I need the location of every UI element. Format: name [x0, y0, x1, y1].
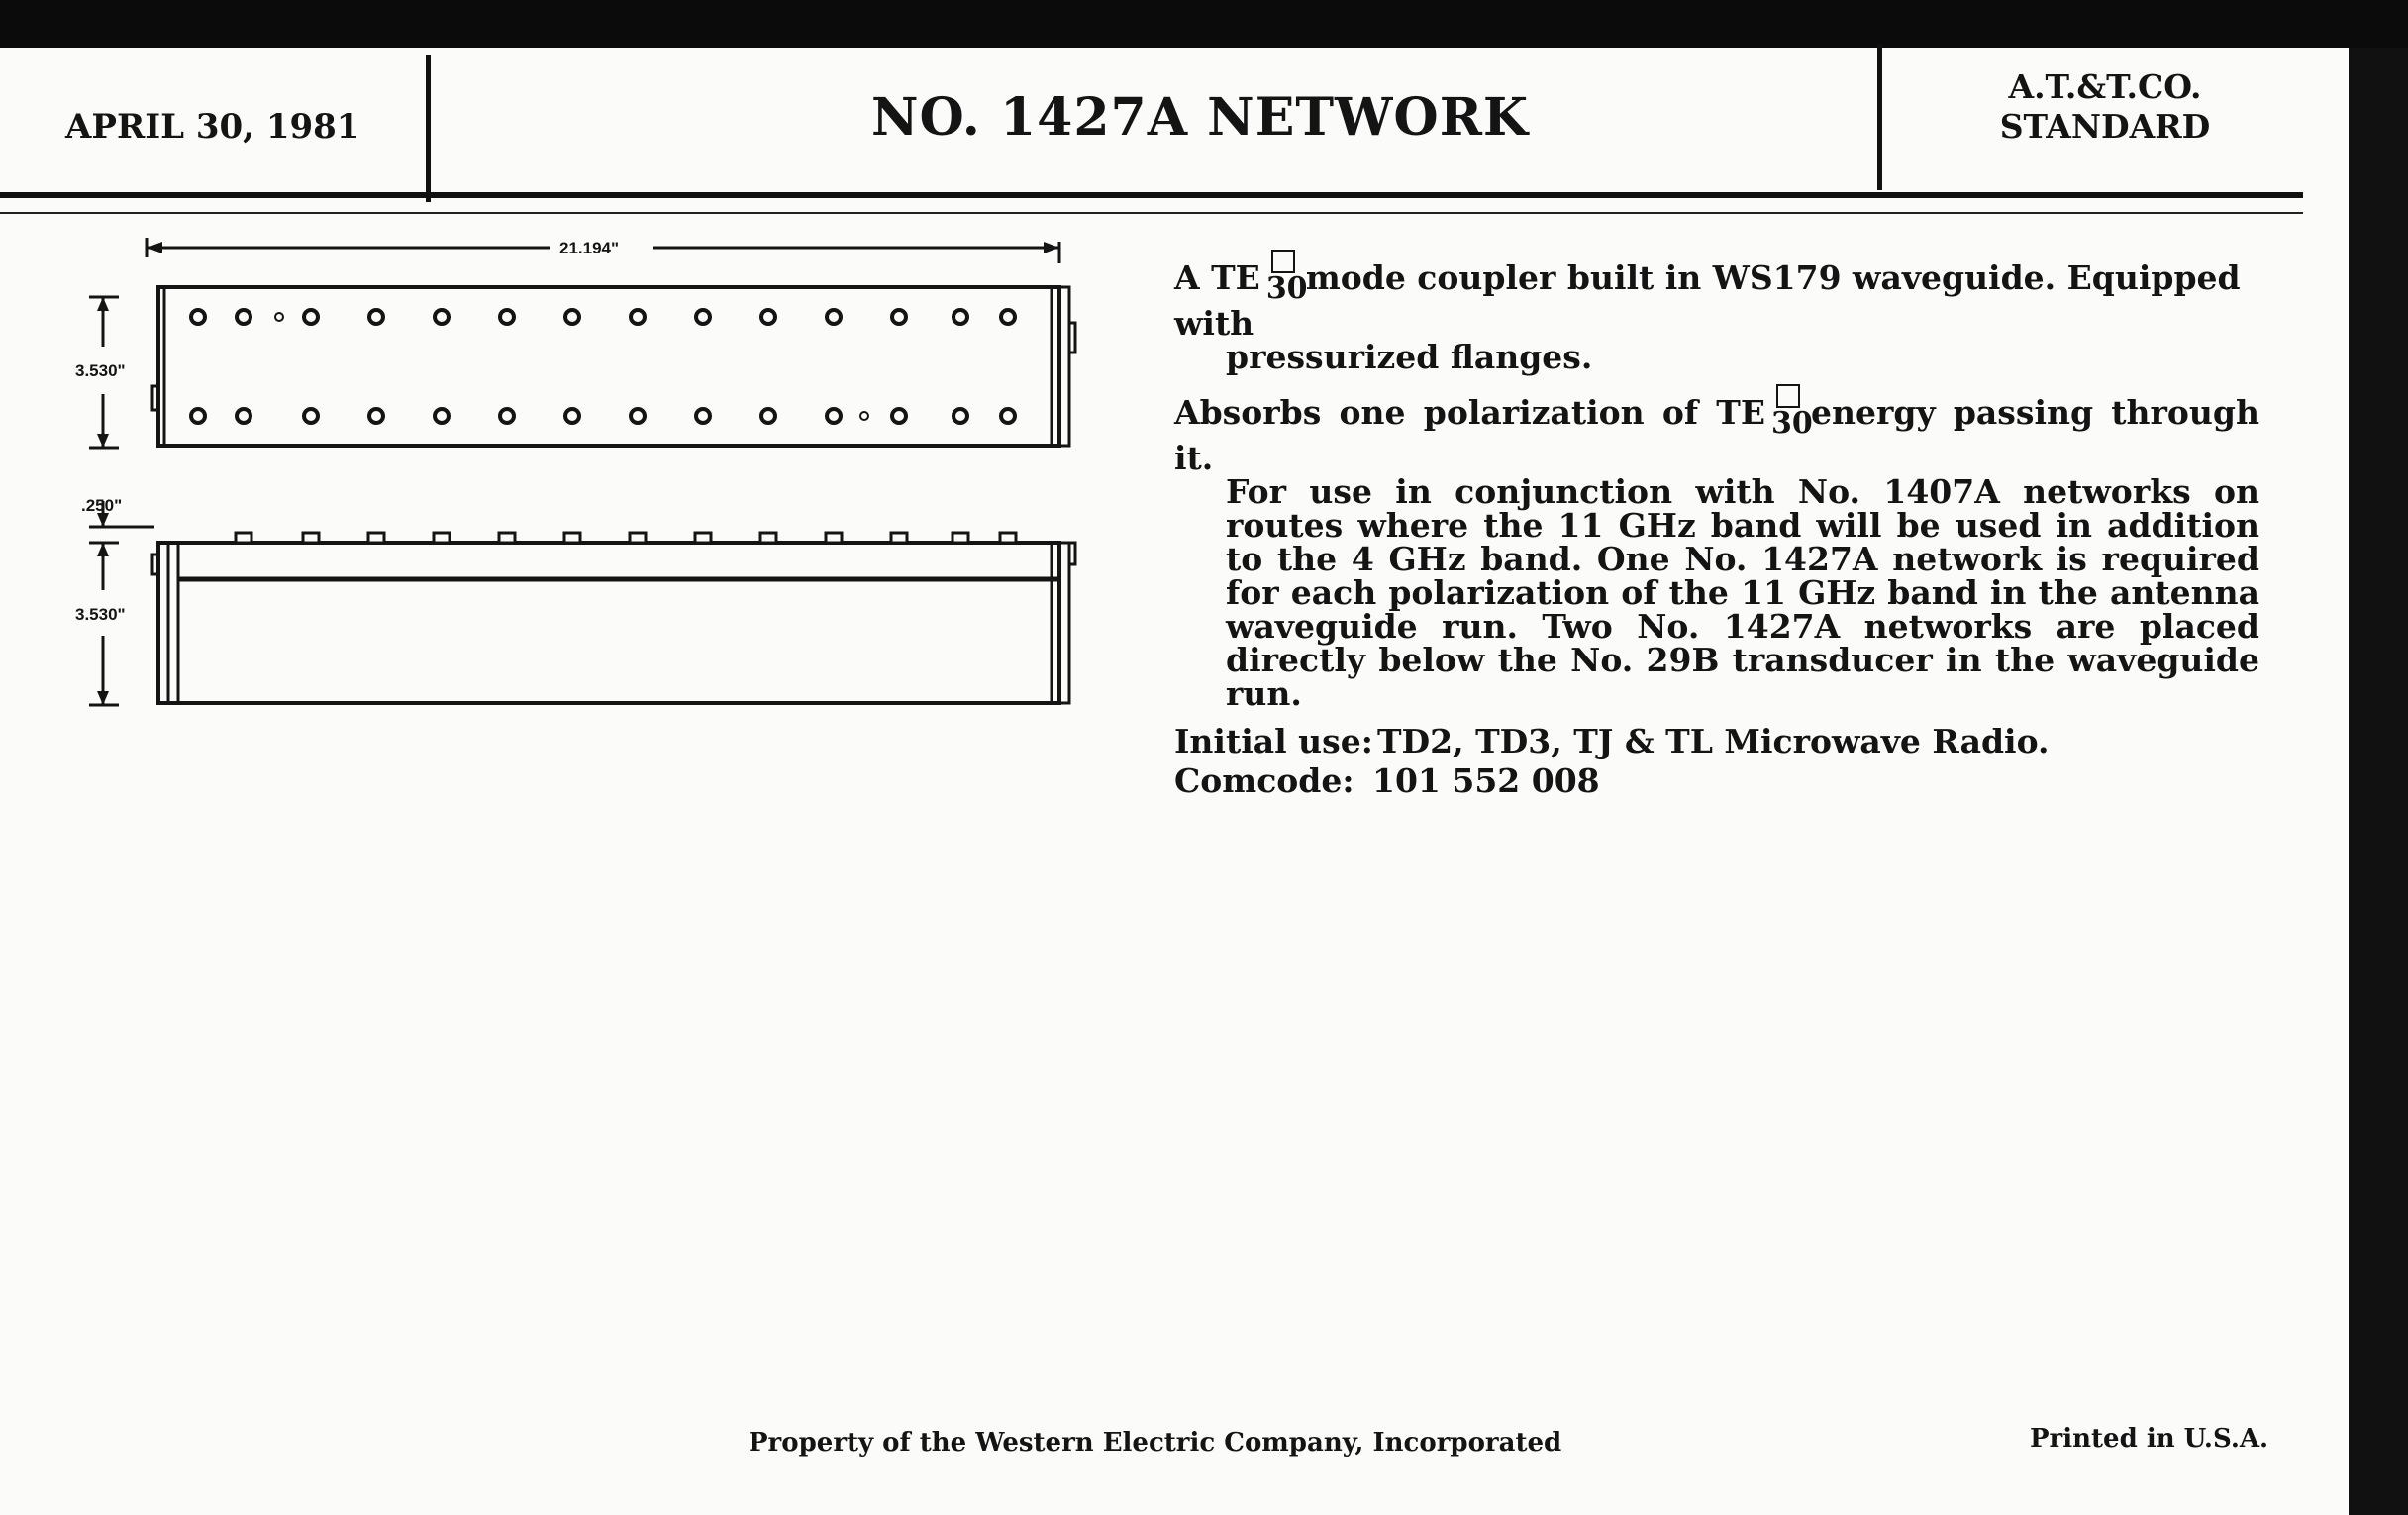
flange-tab	[303, 533, 319, 543]
bolt-hole-icon	[237, 409, 251, 423]
bolt-hole-icon	[953, 310, 967, 324]
side-height-dimension-label: 3.530"	[75, 605, 126, 624]
bolt-hole-icon	[761, 310, 775, 324]
bolt-hole-icon	[435, 409, 449, 423]
absorbs-text: Absorbs one polarization of TE	[1174, 393, 1765, 432]
description-paragraph-1	[1174, 253, 2259, 374]
header-divider-left	[426, 55, 431, 202]
printed-notice: Printed in U.S.A.	[2030, 1424, 2269, 1454]
bolt-hole-icon	[631, 310, 645, 324]
flange-tab	[826, 533, 842, 543]
bolt-hole-icon	[631, 409, 645, 423]
bolt-hole-icon	[565, 409, 579, 423]
bolt-hole-icon	[435, 310, 449, 324]
flange-dimension-label: .250"	[81, 496, 123, 515]
bolt-hole-icon	[761, 409, 775, 423]
te-mode-symbol: 30	[1266, 250, 1300, 303]
te-mode-symbol-2: 30	[1771, 384, 1805, 438]
flange-tab	[564, 533, 580, 543]
bolt-hole-icon	[304, 409, 318, 423]
flange-tab	[630, 533, 646, 543]
description-paragraph-2	[1174, 388, 2259, 711]
bolt-hole-icon	[191, 409, 205, 423]
flange-tab	[434, 533, 450, 543]
comcode-row	[1174, 761, 2259, 800]
pressure-port-icon	[860, 412, 868, 420]
energy-text: energy passing through it.	[1174, 393, 2259, 477]
te-prefix: A TE	[1174, 258, 1260, 297]
description-block	[1174, 253, 2259, 798]
bolt-hole-icon	[953, 409, 967, 423]
scan-edge	[2349, 48, 2408, 1515]
bolt-hole-icon	[191, 310, 205, 324]
flange-tab	[760, 533, 776, 543]
flange-tab	[953, 533, 968, 543]
standard-line-2: STANDARD	[1999, 107, 2211, 146]
bolt-hole-icon	[1001, 409, 1015, 423]
width-dimension-label: 21.194"	[559, 239, 620, 257]
bolt-hole-icon	[369, 409, 383, 423]
comcode-label: Comcode:	[1174, 761, 1354, 800]
usage-text: For use in conjunction with No. 1407A networks on routes where the 11 GHz band will be used in addition to the 4 GHz band. One No. 1427A network is required for each polarization of the 11 GHz band in the antenna waveguide run. Two No. 1427A networks are placed directly below the No. 29B transducer in the waveguide run.	[1226, 472, 2259, 713]
header-divider-right	[1877, 44, 1882, 190]
square-icon	[1776, 384, 1800, 408]
bolt-hole-icon	[892, 409, 906, 423]
flanges-text: pressurized flanges.	[1226, 338, 1593, 376]
header-rule	[0, 192, 2303, 198]
standard-line-1: A.T.&T.CO.	[2008, 67, 2202, 106]
bolt-hole-icon	[696, 409, 710, 423]
network-drawing	[59, 228, 1089, 743]
flange-tab	[368, 533, 384, 543]
square-icon	[1271, 250, 1295, 273]
pressure-port-icon	[275, 313, 283, 321]
flange-tab	[499, 533, 515, 543]
initial-use-row	[1174, 722, 2259, 760]
bolt-hole-icon	[500, 409, 514, 423]
flange-tab	[695, 533, 711, 543]
initial-use-value: TD2, TD3, TJ & TL Microwave Radio.	[1377, 722, 2050, 760]
issue-date: APRIL 30, 1981	[65, 107, 360, 147]
bolt-hole-icon	[827, 310, 841, 324]
initial-use-label: Initial use:	[1174, 722, 1373, 760]
flange-tab	[891, 533, 907, 543]
bolt-hole-icon	[1001, 310, 1015, 324]
flange-tab	[1000, 533, 1016, 543]
bolt-hole-icon	[892, 310, 906, 324]
coupler-text: mode coupler built in WS179 waveguide. Equipped with	[1174, 258, 2241, 343]
bolt-hole-icon	[500, 310, 514, 324]
bolt-hole-icon	[237, 310, 251, 324]
bolt-hole-icon	[565, 310, 579, 324]
comcode-value: 101 552 008	[1372, 761, 1600, 800]
bolt-hole-icon	[827, 409, 841, 423]
bolt-hole-icon	[369, 310, 383, 324]
bolt-hole-icon	[304, 310, 318, 324]
bolt-hole-icon	[696, 310, 710, 324]
page-title: NO. 1427A NETWORK	[871, 87, 1530, 148]
property-notice: Property of the Western Electric Company, Incorporated	[749, 1428, 1562, 1458]
top-height-dimension-label: 3.530"	[75, 361, 126, 380]
flange-tab	[236, 533, 251, 543]
header-rule-thin	[0, 212, 2303, 214]
